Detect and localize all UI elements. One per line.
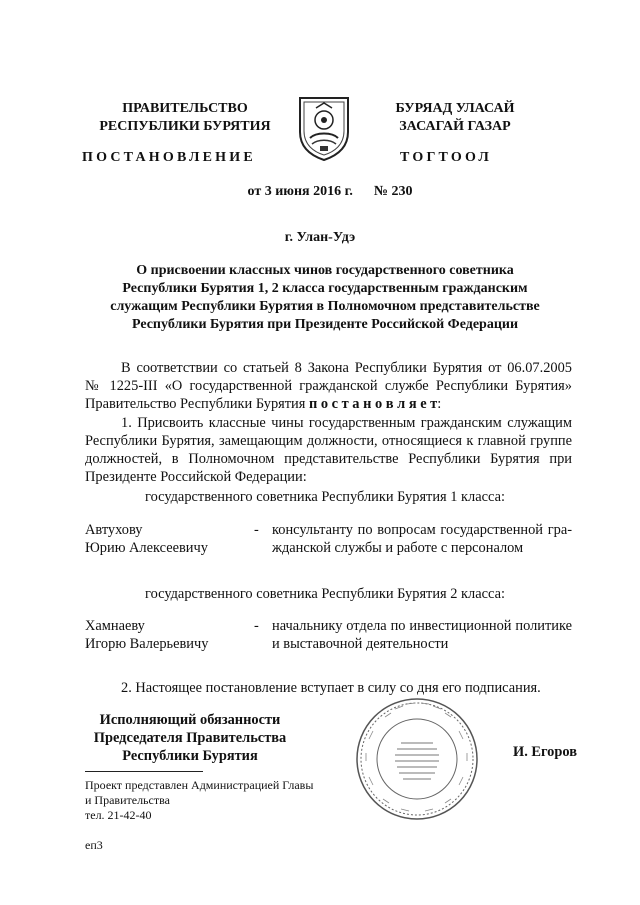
signatory-name: И. Егоров: [513, 744, 577, 760]
footer-note: [85, 778, 365, 823]
signatory-line: Исполняющий обязанности: [99, 712, 281, 728]
footer-line: и Правительства: [85, 793, 170, 807]
position-line: консультанту по вопросам государственной гра-: [272, 522, 572, 538]
city: г. Улан-Удэ: [284, 230, 356, 245]
preamble-line: № 1225-III «О государственной гражданской службе Республики Бурятия»: [85, 378, 572, 394]
coat-of-arms-emblem-icon: [296, 94, 352, 162]
doc-date: от 3 июня 2016 г.: [247, 184, 353, 199]
name-line: Юрию Алексеевичу: [85, 540, 208, 556]
name-line: Игорю Валерьевичу: [85, 636, 209, 652]
preamble: [85, 359, 572, 413]
doc-type-ru: ПОСТАНОВЛЕНИЕ: [82, 150, 256, 165]
position-line: жданской службы и работе с персоналом: [272, 540, 524, 556]
preamble-line-3: [85, 395, 572, 413]
preamble-suffix: :: [437, 396, 442, 412]
round-seal-stamp-icon: [355, 697, 479, 821]
name-line: Автухову: [85, 522, 143, 538]
name-line: Хамнаеву: [85, 618, 145, 634]
item-1: [85, 414, 572, 486]
grade-2-heading: государственного советника Республики Бурятия 2 класса:: [145, 586, 505, 602]
title-line: О присвоении классных чинов государственного советника: [136, 263, 514, 278]
grade-1-name: [85, 521, 255, 557]
item-1-line: Республики Бурятия, замещающим должности, относящиеся к главной группе: [85, 433, 572, 449]
header-right-block: [370, 100, 540, 136]
doc-number: № 230: [373, 184, 413, 199]
footer-divider: [85, 771, 203, 772]
dash-separator: -: [254, 618, 259, 634]
preamble-prefix: Правительство Республики Бурятия: [85, 396, 309, 412]
signatory-title: [85, 711, 295, 765]
date-number-line: [200, 183, 460, 201]
position-line: начальнику отдела по инвестиционной политике: [272, 618, 572, 634]
item-1-line: Президенте Российской Федерации:: [85, 469, 307, 485]
footer-code: еп3: [85, 838, 103, 852]
header-left-line1: ПРАВИТЕЛЬСТВО: [122, 101, 248, 116]
header-right-line1: БУРЯАД УЛАСАЙ: [395, 101, 515, 116]
grade-2-position: [272, 617, 572, 653]
preamble-line: В соответствии со статьей 8 Закона Республики Бурятия от 06.07.2005: [121, 360, 572, 376]
header-right-line2: ЗАСАГАЙ ГАЗАР: [399, 119, 511, 134]
document-title: [80, 262, 570, 334]
footer-phone: тел. 21-42-40: [85, 808, 152, 822]
grade-1-heading: государственного советника Республики Бурятия 1 класса:: [145, 489, 505, 505]
grade-1-position: [272, 521, 572, 557]
grade-2-name: [85, 617, 255, 653]
title-line: служащим Республики Бурятия в Полномочном представительстве: [110, 299, 540, 314]
item-1-line: 1. Присвоить классные чины государственным гражданским служащим: [121, 415, 572, 431]
doc-type-bur: ТОГТООЛ: [400, 150, 493, 165]
dash-separator: -: [254, 522, 259, 538]
title-line: Республики Бурятия при Президенте Российской Федерации: [131, 317, 519, 332]
footer-line: Проект представлен Администрацией Главы: [85, 778, 314, 792]
item-1-line: должностей, в Полномочном представительстве Республики Бурятия при: [85, 451, 572, 467]
header-left-line2: РЕСПУБЛИКИ БУРЯТИЯ: [99, 119, 271, 134]
decree-verb: п о с т а н о в л я е т: [308, 396, 438, 412]
position-line: и выставочной деятельности: [272, 636, 449, 652]
signatory-line: Республики Бурятия: [122, 748, 258, 764]
header-left-block: [90, 100, 280, 136]
item-2: 2. Настоящее постановление вступает в силу со дня его подписания.: [121, 680, 541, 696]
title-line: Республики Бурятия 1, 2 класса государственным гражданским: [122, 281, 528, 296]
signatory-line: Председателя Правительства: [93, 730, 287, 746]
